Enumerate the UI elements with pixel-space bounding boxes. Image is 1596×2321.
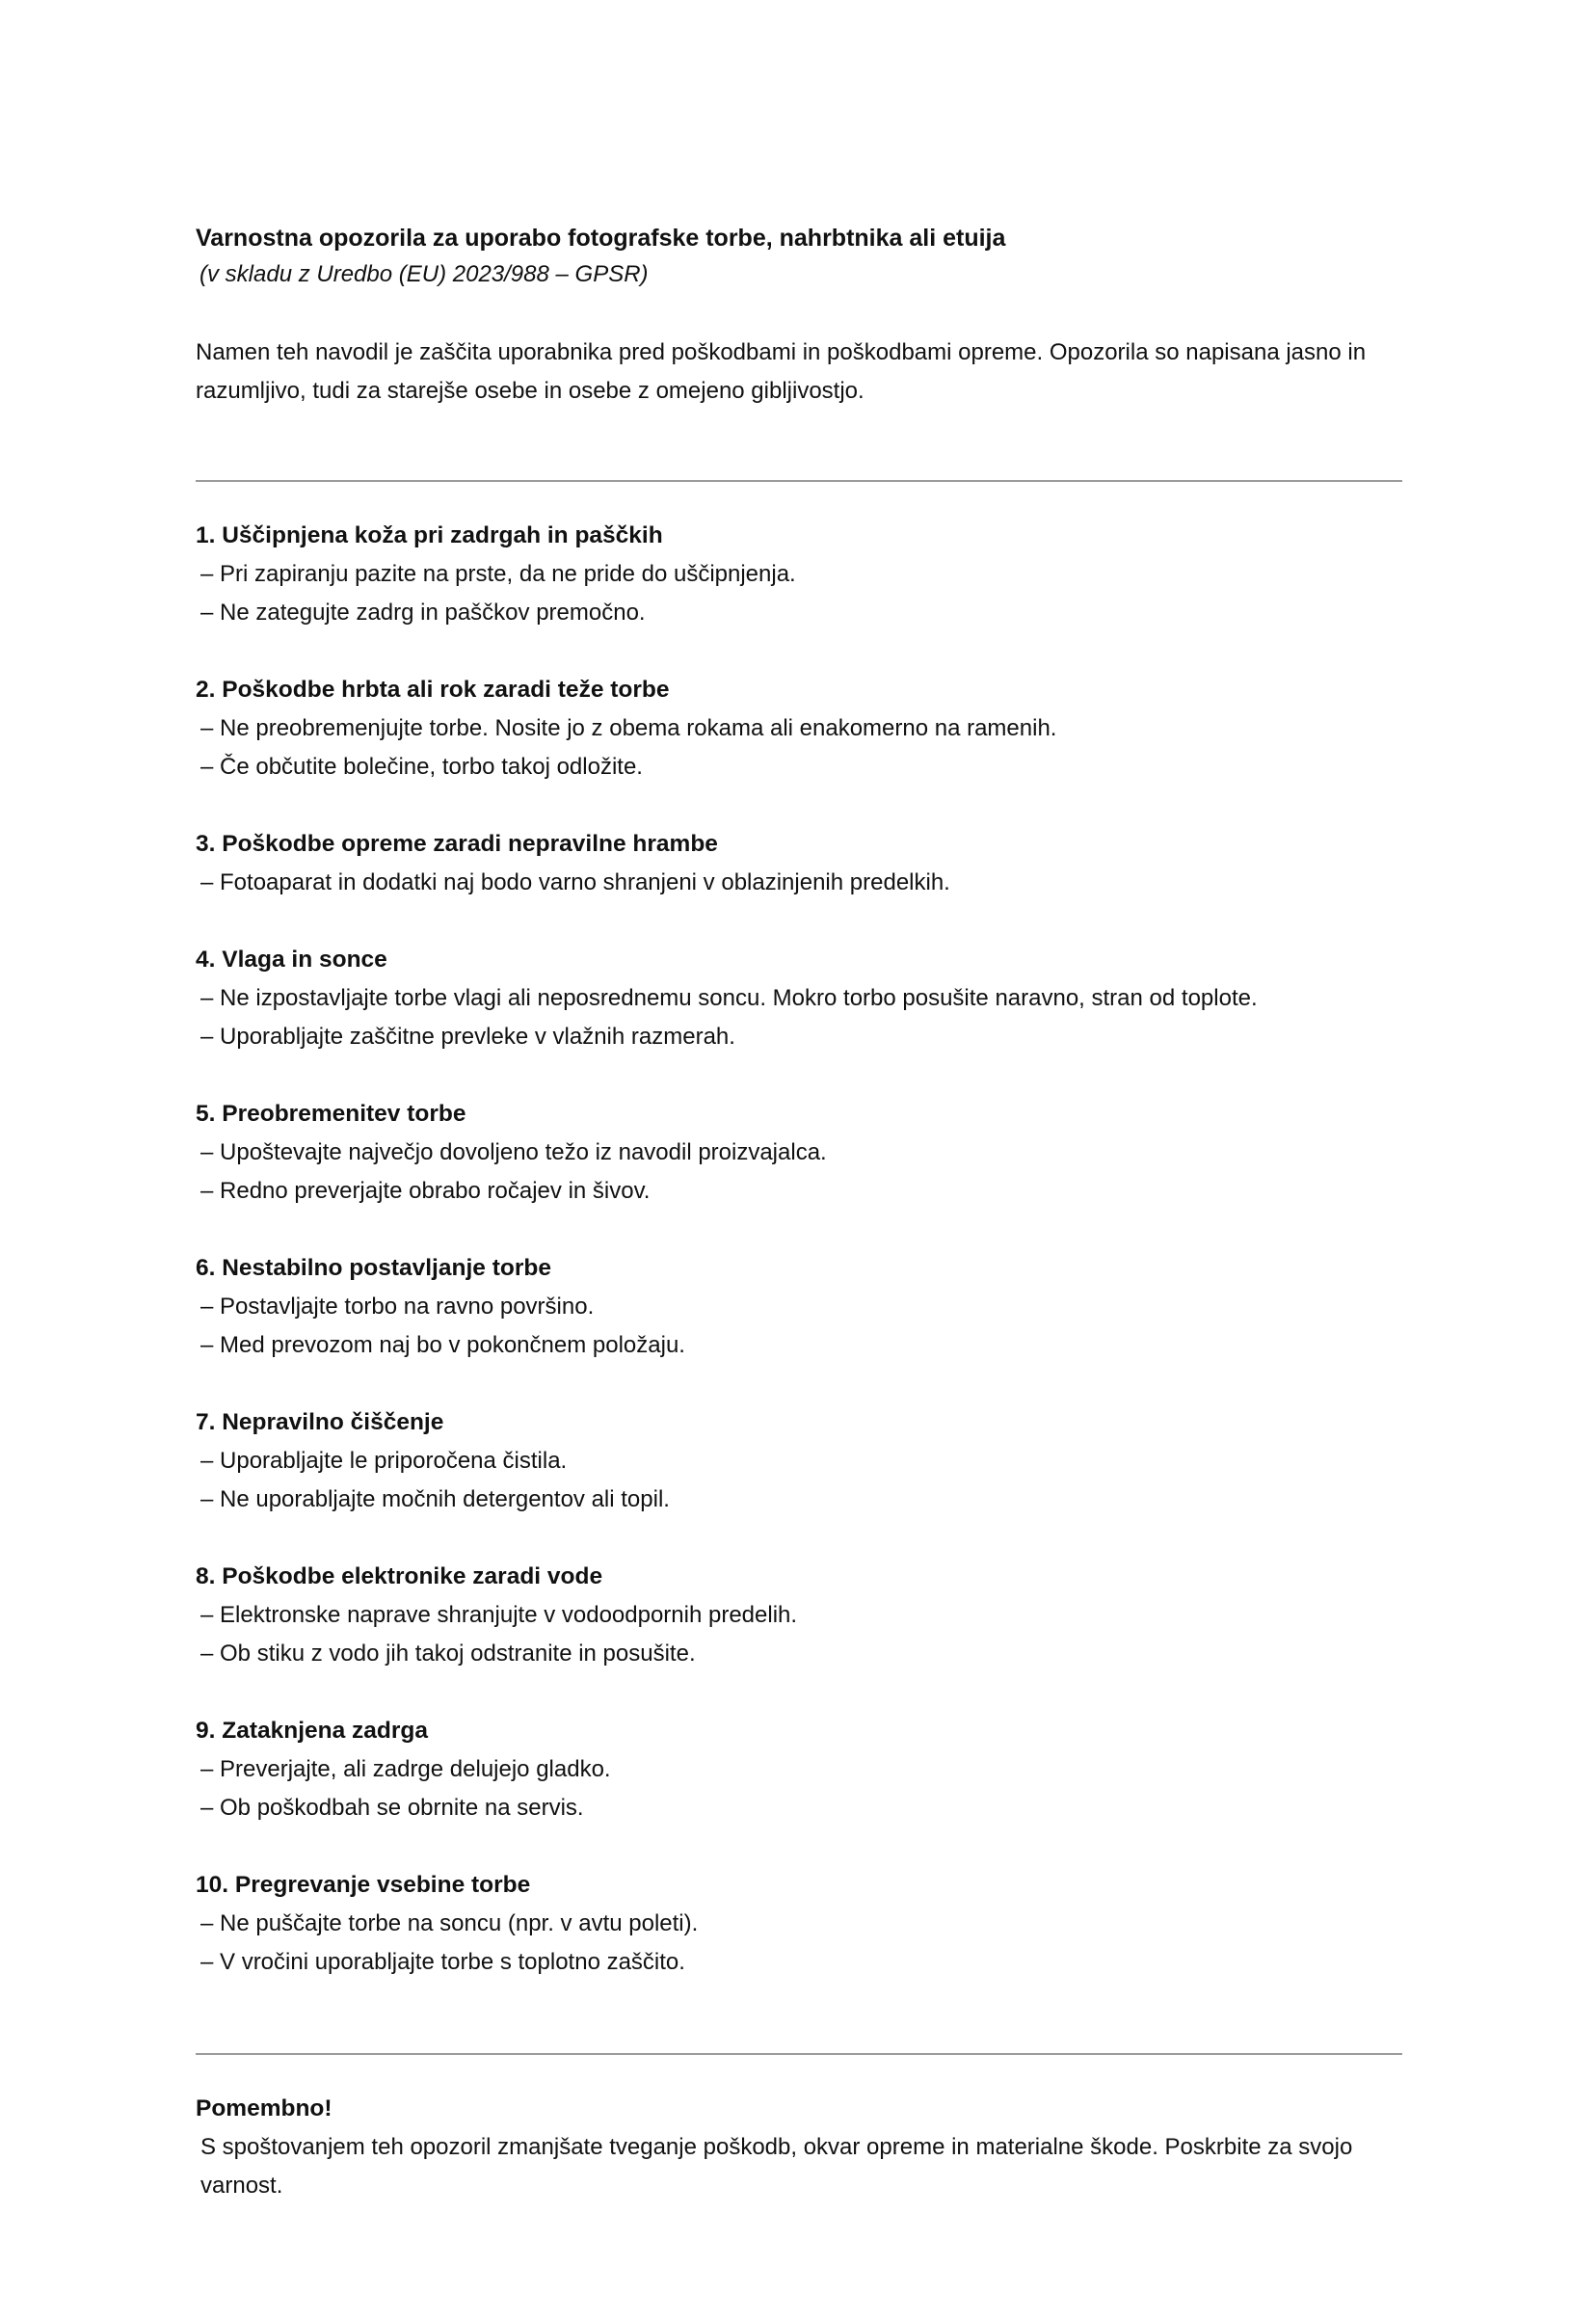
warning-section	[196, 1249, 1402, 1365]
section-heading: 1. Uščipnjena koža pri zadrgah in paščkih	[196, 522, 663, 548]
section-item: – Ne preobremenjujte torbe. Nosite jo z obema rokama ali enakomerno na ramenih.	[200, 715, 1057, 741]
section-item: – Uporabljajte le priporočena čistila.	[200, 1448, 568, 1474]
divider-top	[196, 480, 1402, 482]
section-item: – Če občutite bolečine, torbo takoj odložite.	[200, 754, 643, 780]
intro-paragraph: Namen teh navodil je zaščita uporabnika pred poškodbami in poškodbami opreme. Opozorila so napisana jasno in razumljivo, tudi za starejše osebe in osebe z omejeno gibljivostjo.	[196, 339, 1367, 404]
section-item: – Ob poškodbah se obrnite na servis.	[200, 1795, 584, 1821]
section-item: – Elektronske naprave shranjujte v vodoodpornih predelih.	[200, 1602, 798, 1628]
section-item: – Med prevozom naj bo v pokončnem položaju.	[200, 1332, 685, 1358]
section-item: – Ob stiku z vodo jih takoj odstranite in posušite.	[200, 1641, 696, 1667]
section-item: – Fotoaparat in dodatki naj bodo varno shranjeni v oblazinjenih predelkih.	[200, 869, 950, 895]
important-text: S spoštovanjem teh opozoril zmanjšate tveganje poškodb, okvar opreme in materialne škode. Poskrbite za svojo varnost.	[200, 2134, 1353, 2199]
warning-section	[196, 517, 1402, 632]
section-heading: 8. Poškodbe elektronike zaradi vode	[196, 1563, 603, 1589]
section-item: – Ne uporabljajte močnih detergentov ali topil.	[200, 1486, 670, 1512]
warning-section	[196, 671, 1402, 787]
section-item: – Upoštevajte največjo dovoljeno težo iz navodil proizvajalca.	[200, 1139, 827, 1165]
section-heading: 7. Nepravilno čiščenje	[196, 1409, 444, 1435]
divider-bottom	[196, 2053, 1402, 2055]
warning-section	[196, 1866, 1402, 1982]
section-heading: 10. Pregrevanje vsebine torbe	[196, 1872, 531, 1898]
section-item: – Pri zapiranju pazite na prste, da ne pride do uščipnjenja.	[200, 561, 796, 587]
section-item: – V vročini uporabljajte torbe s toplotno zaščito.	[200, 1949, 685, 1975]
section-item: – Postavljajte torbo na ravno površino.	[200, 1294, 595, 1320]
section-heading: 5. Preobremenitev torbe	[196, 1101, 466, 1127]
section-item: – Uporabljajte zaščitne prevleke v vlažnih razmerah.	[200, 1024, 735, 1050]
section-item: – Preverjajte, ali zadrge delujejo gladko.	[200, 1756, 611, 1782]
warning-section	[196, 941, 1402, 1056]
warning-section	[196, 1095, 1402, 1211]
section-heading: 2. Poškodbe hrbta ali rok zaradi teže torbe	[196, 677, 670, 703]
warning-section	[196, 1558, 1402, 1673]
document-title: Varnostna opozorila za uporabo fotografske torbe, nahrbtnika ali etuija	[196, 225, 1006, 252]
section-item: – Redno preverjajte obrabo ročajev in šivov.	[200, 1178, 651, 1204]
important-block	[196, 2090, 1402, 2205]
section-item: – Ne zategujte zadrg in paščkov premočno.	[200, 600, 646, 626]
document-content	[196, 220, 1402, 2205]
warning-section	[196, 825, 1402, 902]
section-heading: 9. Zataknjena zadrga	[196, 1718, 429, 1744]
section-item: – Ne puščajte torbe na soncu (npr. v avtu poleti).	[200, 1910, 699, 1936]
document-subtitle: (v skladu z Uredbo (EU) 2023/988 – GPSR)	[200, 261, 649, 287]
section-item: – Ne izpostavljajte torbe vlagi ali neposrednemu soncu. Mokro torbo posušite naravno, stran od toplote.	[200, 985, 1258, 1011]
section-heading: 4. Vlaga in sonce	[196, 947, 387, 973]
sections-container	[196, 517, 1402, 1982]
section-heading: 6. Nestabilno postavljanje torbe	[196, 1255, 551, 1281]
section-heading: 3. Poškodbe opreme zaradi nepravilne hrambe	[196, 831, 718, 857]
warning-section	[196, 1403, 1402, 1519]
warning-section	[196, 1712, 1402, 1827]
important-heading: Pomembno!	[196, 2095, 332, 2121]
